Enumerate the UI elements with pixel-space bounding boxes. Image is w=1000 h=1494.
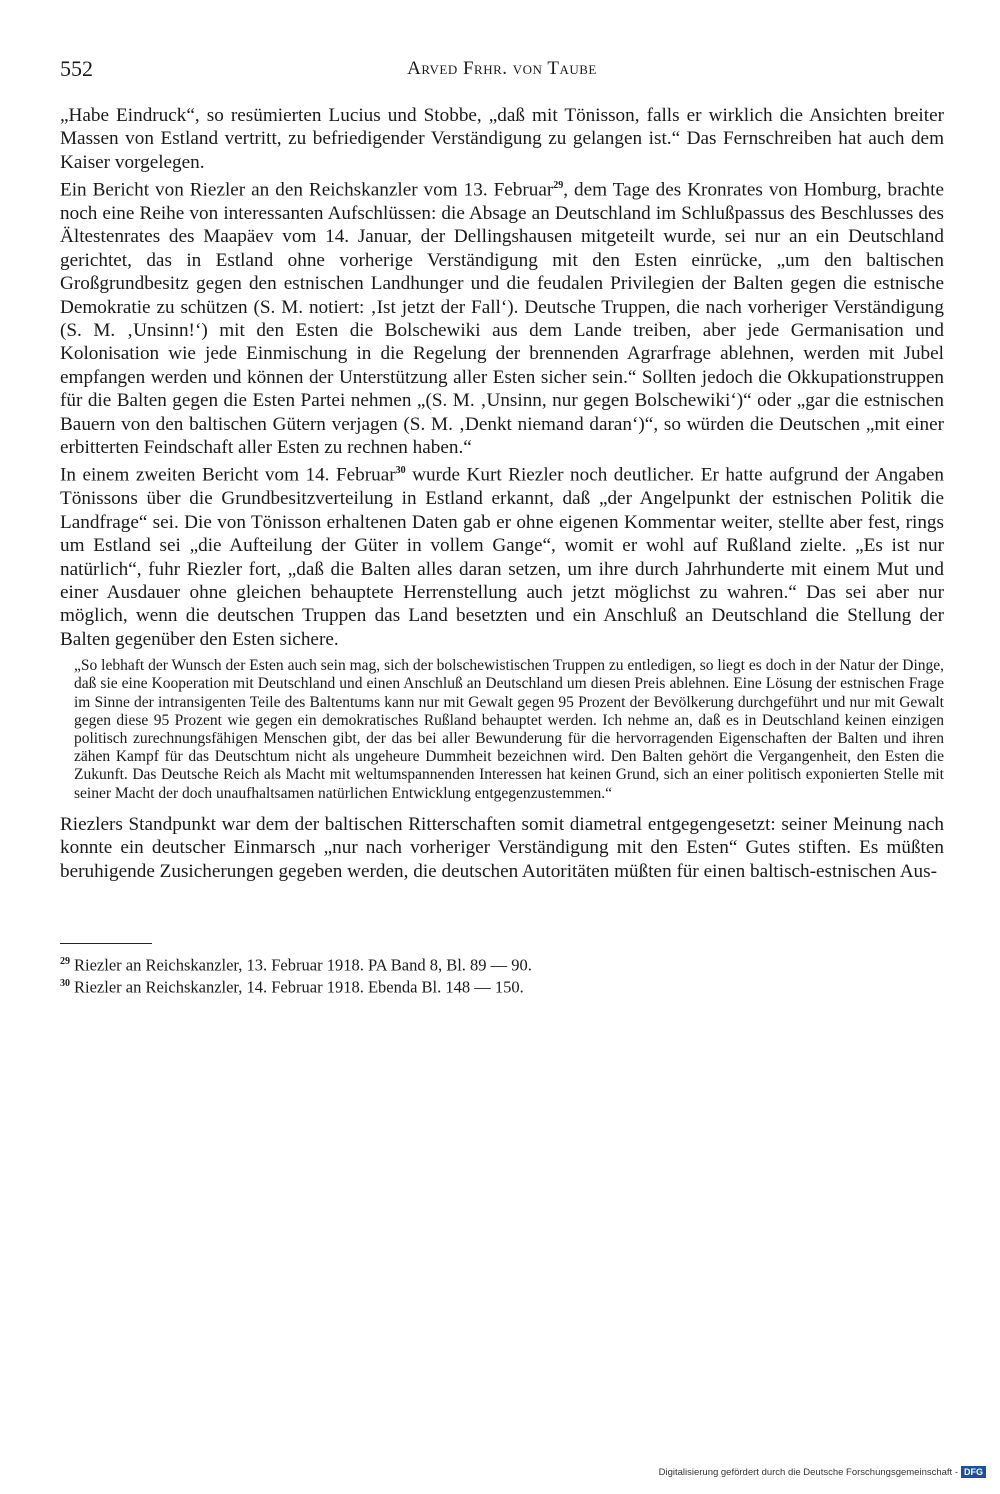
footnote-ref-29[interactable]: 29 (553, 180, 564, 192)
footnote-mark: 30 (60, 978, 70, 990)
body-text (60, 104, 944, 883)
footnote-30 (60, 974, 944, 997)
paragraph-4: Riezlers Standpunkt war dem der baltischen Ritterschaften somit diametral entgegengesetzt: seiner Meinung nach konnte ein deutscher Einmarsch „nur nach vorheriger Verständigung mit den Esten“ Gutes stiften. Es müßten beruhigende Zusicherungen gegeben werden, die deutschen Autoritäten müßten für einen baltisch-estnischen Aus- (60, 813, 944, 882)
digitization-credit (659, 1466, 986, 1478)
footnote-29 (60, 952, 944, 975)
credit-text: Digitalisierung gefördert durch die Deutsche Forschungsgemeinschaft - (658, 1466, 958, 1478)
page-number: 552 (60, 56, 93, 81)
footnote-ref-30[interactable]: 30 (395, 465, 406, 477)
footnotes (60, 952, 944, 997)
page-header (60, 56, 944, 90)
dfg-logo-icon: DFG (961, 1466, 986, 1478)
paragraph-3-rest: wurde Kurt Riezler noch deutlicher. Er hatte aufgrund der Angaben Tönissons über die Grundbesitzverteilung in Estland erkannt, daß „der Angelpunkt der estnischen Politik die Landfrage“ sei. Die von Tönisson erhaltenen Daten gab er ohne eigenen Kommentar weiter, stellte aber fest, rings um Estland sei „die Aufteilung der Güter in vollem Gange“, womit er wohl auf Rußland zielte. „Es ist nur natürlich“, fuhr Riezler fort, „daß die Balten alles daran setzen, um ihre durch Jahrhunderte mit einem Mut und einer Ausdauer ohne gleichen behauptete Herrenstellung auch jetzt möglichst zu wahren.“ Das sei aber nur möglich, wenn die deutschen Truppen das Land besetzten und ein Anschluß an Deutschland die Stellung der Balten gegenüber den Esten sichere. (60, 464, 944, 650)
paragraph-2 (60, 174, 944, 459)
running-head: Arved Frhr. von Taube (407, 58, 597, 79)
block-quote: „So lebhaft der Wunsch der Esten auch sein mag, sich der bolschewistischen Truppen zu entledigen, so liegt es doch in der Natur der Dinge, daß sie eine Kooperation mit Deutschland und einen Anschluß an Deutschland um diesen Preis ablehnen. Eine Lösung der estnischen Frage im Sinne der intransigenten Teile des Baltentums kann nur mit Gewalt gegen 95 Prozent der Bevölkerung durchgeführt und nur mit Gewalt gegen diese 95 Prozent wie gegen ein demokratisches Rußland behauptet werden. Ich nehme an, daß es in Deutschland keinen einzigen politisch zurechnungsfähigen Menschen gibt, der das bei aller Bewunderung für die hervorragenden Eigenschaften der Balten und ihren zähen Kampf für das Deutschtum nicht als ungeheure Dummheit bezeichnen wird. Den Balten gehört die Vergangenheit, den Esten die Zukunft. Das Deutsche Reich als Macht mit weltumspannenden Interessen hat keinen Grund, sich an einer politisch exponierten Stelle mit seiner Macht der doch unaufhaltsamen natürlichen Entwicklung entgegenzustemmen.“ (74, 657, 944, 802)
paragraph-3 (60, 459, 944, 651)
paragraph-1: „Habe Eindruck“, so resümierten Lucius und Stobbe, „daß mit Tönisson, falls er wirklich die Ansichten breiter Massen von Estland vertritt, zu befriedigender Verständigung zu gelangen ist.“ Das Fernschreiben hat auch dem Kaiser vorgelegen. (60, 105, 944, 173)
paragraph-3-start: In einem zweiten Bericht vom 14. Februar (60, 464, 396, 486)
paragraph-2-start: Ein Bericht von Riezler an den Reichskanzler vom 13. Februar (60, 179, 554, 201)
footnote-text: Riezler an Reichskanzler, 13. Februar 1918. PA Band 8, Bl. 89 — 90. (74, 955, 532, 975)
footnote-mark: 29 (60, 955, 70, 967)
footnote-divider (60, 943, 152, 944)
paragraph-2-rest: , dem Tage des Kronrates von Homburg, brachte noch eine Reihe von interessanten Aufschlüssen: die Absage an Deutschland im Schlußpassus des Beschlusses des Ältestenrates des Maapäev vom 14. Januar, der Dellingshausen mitgeteilt wurde, sei nur an ein Deutschland gerichtet, das in Estland ohne vorherige Verständigung mit den Esten einrücke, „um den baltischen Großgrundbesitz gegen den estnischen Landhunger und die feudalen Privilegien der Balten gegen die estnische Demokratie zu schützen (S. M. notiert: ‚Ist jetzt der Fall‘). Deutsche Truppen, die nach vorheriger Verständigung (S. M. ‚Unsinn!‘) mit den Esten die Bolschewiki aus dem Lande treiben, aber jede Germanisation und Kolonisation wie jede Einmischung in die Regelung der brennenden Agrarfrage ablehnen, werden mit Jubel empfangen werden und können der Unterstützung aller Esten sicher sein.“ Sollten jedoch die Okkupationstruppen für die Balten gegen die Esten Partei nehmen „(S. M. ‚Unsinn, nur gegen Bolschewiki‘)“ oder „gar die estnischen Bauern von den baltischen Gütern verjagen (S. M. ‚Denkt niemand daran‘)“, so würden die Deutschen „mit einer erbitterten Feindschaft aller Esten zu rechnen haben.“ (60, 179, 944, 459)
book-page (60, 56, 944, 997)
footnote-text: Riezler an Reichskanzler, 14. Februar 1918. Ebenda Bl. 148 — 150. (74, 977, 524, 997)
